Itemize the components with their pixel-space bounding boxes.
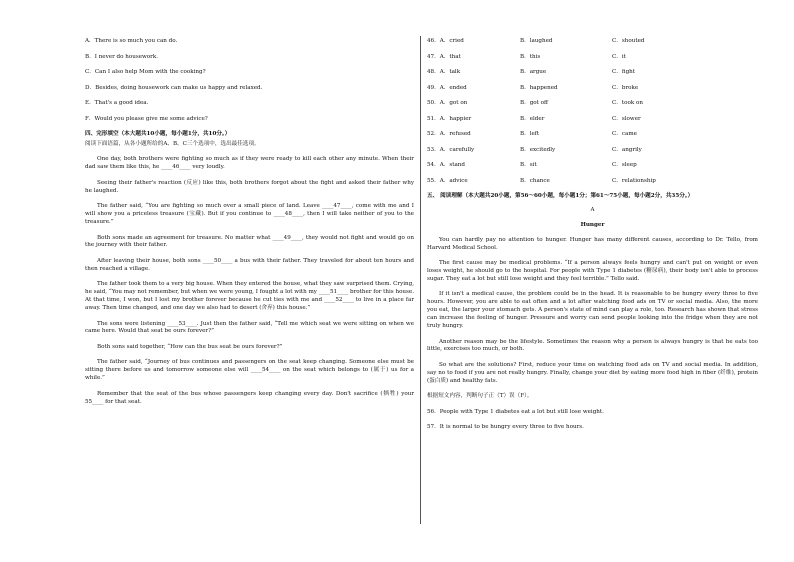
option-row-53 bbox=[427, 147, 758, 155]
option-54-b: B．sit bbox=[520, 162, 537, 168]
right-column bbox=[427, 38, 758, 440]
option-row-47 bbox=[427, 54, 758, 62]
option-47-a: 47．A．that bbox=[427, 53, 461, 60]
option-52-b: B．left bbox=[520, 131, 540, 137]
tf-instruction: 根据短文内容，判断句子正（T）误（F）。 bbox=[427, 393, 533, 400]
section5-title: 五、 阅读理解（本大题共20小题，第56～60小题，每小题1分；第61～75小题，每小题2分，共35分。） bbox=[427, 193, 694, 199]
option-48-a: 48．A．talk bbox=[427, 69, 461, 75]
reading-paragraph-3: If it isn't a medical cause, the problem could be in the head. It is reasonable to be hungry every three to five hours. However, you are able to eat often and a lot after watching food ads on TV or social media. Also, the more you eat, the larger your stomach gets. A person's state of mind can play a role, too. Research has shown that stress can increase the feeling of hunger. Pressure and worry can send people looking into the fridge when they are not truly hungry. bbox=[427, 291, 758, 330]
column-divider bbox=[420, 36, 421, 524]
passage-title: Hunger bbox=[580, 221, 605, 228]
cloze-paragraph-8: Both sons said together, “How can the bus seat be ours forever?” bbox=[97, 343, 283, 350]
section4-title: 四、完形填空（本大题共10小题，每小题1分，共10分。） bbox=[85, 131, 231, 137]
option-50-b: B．got off bbox=[520, 100, 549, 106]
option-49-a: 49．A．ended bbox=[427, 84, 467, 91]
cloze-paragraph-5: After leaving their house, both sons ____50____ a bus with their father. They traveled for about ten hours and then reached a village. bbox=[85, 257, 414, 272]
option-row-54 bbox=[427, 162, 758, 170]
option-54-c: C．sleep bbox=[612, 162, 637, 168]
option-51-b: B．elder bbox=[520, 115, 545, 122]
cloze-paragraph-1: One day, both brothers were fighting so much as if they were ready to kill each other any minute. When their dad saw them like this, he ____46____ very loudly. bbox=[85, 156, 414, 171]
cloze-paragraph-7: The sons were listening ____53____. Just then the father said, “Tell me which seat we were sitting on when we came here. Would that seat be ours forever?” bbox=[85, 320, 414, 335]
choice-d: D．Besides, doing housework can make us happy and relaxed. bbox=[85, 84, 263, 91]
cloze-paragraph-3: The father said, “You are fighting so much over a small piece of land. Leave ____47____, come with me and I will show you a priceless treasure (宝藏). But if you continue to ____48____, then I will take neither of you to the treasure.” bbox=[85, 203, 414, 226]
option-52-a: 52．A．refused bbox=[427, 131, 471, 137]
option-47-b: B．this bbox=[520, 53, 541, 60]
option-52-c: C．came bbox=[612, 131, 637, 137]
cloze-paragraph-6: The father took them to a very big house. When they entered the house, what they saw surprised them. Crying, he said, “You may not remember, but when we were young, I fought a lot with my ____51____ brother for this house. At that time, I won, but I lost my brother forever because he cut ties with me and ____52____ to live in a place far away. Then time changed, and one day we also had to desert (舍弃) this house.” bbox=[85, 281, 414, 312]
option-row-51 bbox=[427, 116, 758, 124]
choice-f: F．Would you please give me some advice? bbox=[85, 115, 208, 122]
option-53-a: 53．A．carefully bbox=[427, 146, 475, 153]
cloze-paragraph-2: Seeing their father's reaction (反应) like this, both brothers forgot about the fight and asked their father why he laughed. bbox=[85, 179, 414, 194]
option-46-c: C．shouted bbox=[612, 38, 645, 44]
option-51-c: C．slower bbox=[612, 115, 641, 122]
option-55-b: B．chance bbox=[520, 177, 550, 184]
section4-instructions: 阅读下面语篇，从各小题所给的A、B、C三个选项中，选出最佳选项。 bbox=[85, 140, 260, 147]
option-46-a: 46．A．cried bbox=[427, 38, 464, 44]
option-55-c: C．relationship bbox=[612, 177, 656, 184]
option-row-52 bbox=[427, 131, 758, 139]
option-row-49 bbox=[427, 85, 758, 93]
option-50-c: C．took on bbox=[612, 100, 643, 106]
option-53-c: C．angrily bbox=[612, 146, 642, 153]
option-50-a: 50．A．got on bbox=[427, 100, 468, 106]
option-row-50 bbox=[427, 100, 758, 108]
choice-c: C．Can I also help Mom with the cooking? bbox=[85, 69, 206, 75]
reading-paragraph-1: You can hardly pay no attention to hunger. Hunger has many different causes, according to Dr. Tello, from Harvard Medical School. bbox=[427, 236, 758, 251]
choice-b: B．I never do housework. bbox=[85, 53, 159, 60]
option-row-46 bbox=[427, 38, 758, 46]
option-55-a: 55．A．advice bbox=[427, 177, 468, 184]
tf-item-56: 56．People with Type 1 diabetes eat a lot but still lose weight. bbox=[427, 408, 604, 415]
option-49-c: C．broke bbox=[612, 84, 639, 91]
option-row-48 bbox=[427, 69, 758, 77]
cloze-paragraph-9: The father said, “Journey of bus continues and passengers on the seat keep changing. Someone else must be sitting there before us and tomorrow someone else will ____54____ on the seat which belongs to (属于) us for a while.” bbox=[85, 359, 414, 382]
option-54-a: 54．A．stand bbox=[427, 162, 465, 168]
option-49-b: B．happened bbox=[520, 84, 558, 91]
option-row-55 bbox=[427, 178, 758, 186]
option-47-c: C．it bbox=[612, 53, 626, 60]
option-51-a: 51．A．happier bbox=[427, 115, 472, 122]
choice-e: E．That's a good idea. bbox=[85, 100, 149, 106]
tf-item-57: 57．It is normal to be hungry every three to five hours. bbox=[427, 424, 584, 431]
reading-paragraph-2: The first cause may be medical problems. “If a person always feels hungry and can't put on weight or even loses weight, he should go to the hospital. For people with Type 1 diabetes (糖尿病), their body isn't able to process sugar. They eat a lot but still lose weight and they feel terrible.” Tello said. bbox=[427, 260, 758, 282]
cloze-paragraph-4: Both sons made an agreement for treasure. No matter what ____49____, they would not fight and would go on the journey with their father. bbox=[85, 234, 414, 249]
cloze-paragraph-10: Remember that the seat of the bus whose passengers keep changing every day. Don't sacrifice (牺牲) your 55____ for that seat. bbox=[85, 390, 414, 405]
option-53-b: B．excitedly bbox=[520, 146, 556, 153]
reading-paragraph-4: Another reason may be the lifestyle. Sometimes the reason why a person is always hungry is that he eats too little, exercises too much, or both. bbox=[427, 338, 758, 353]
choice-a: A．There is so much you can do. bbox=[85, 38, 178, 44]
left-column bbox=[85, 38, 414, 414]
passage-label: A bbox=[590, 206, 595, 213]
option-46-b: B．laughed bbox=[520, 38, 553, 44]
option-48-c: C．fight bbox=[612, 69, 636, 75]
reading-paragraph-5: So what are the solutions? First, reduce your time on watching food ads on TV and social media. In addition, say no to food if you are not really hungry. Finally, change your diet by eating more food high in fiber (纤维), protein (蛋白质) and healthy fats. bbox=[427, 361, 758, 384]
option-48-b: B．argue bbox=[520, 69, 547, 75]
